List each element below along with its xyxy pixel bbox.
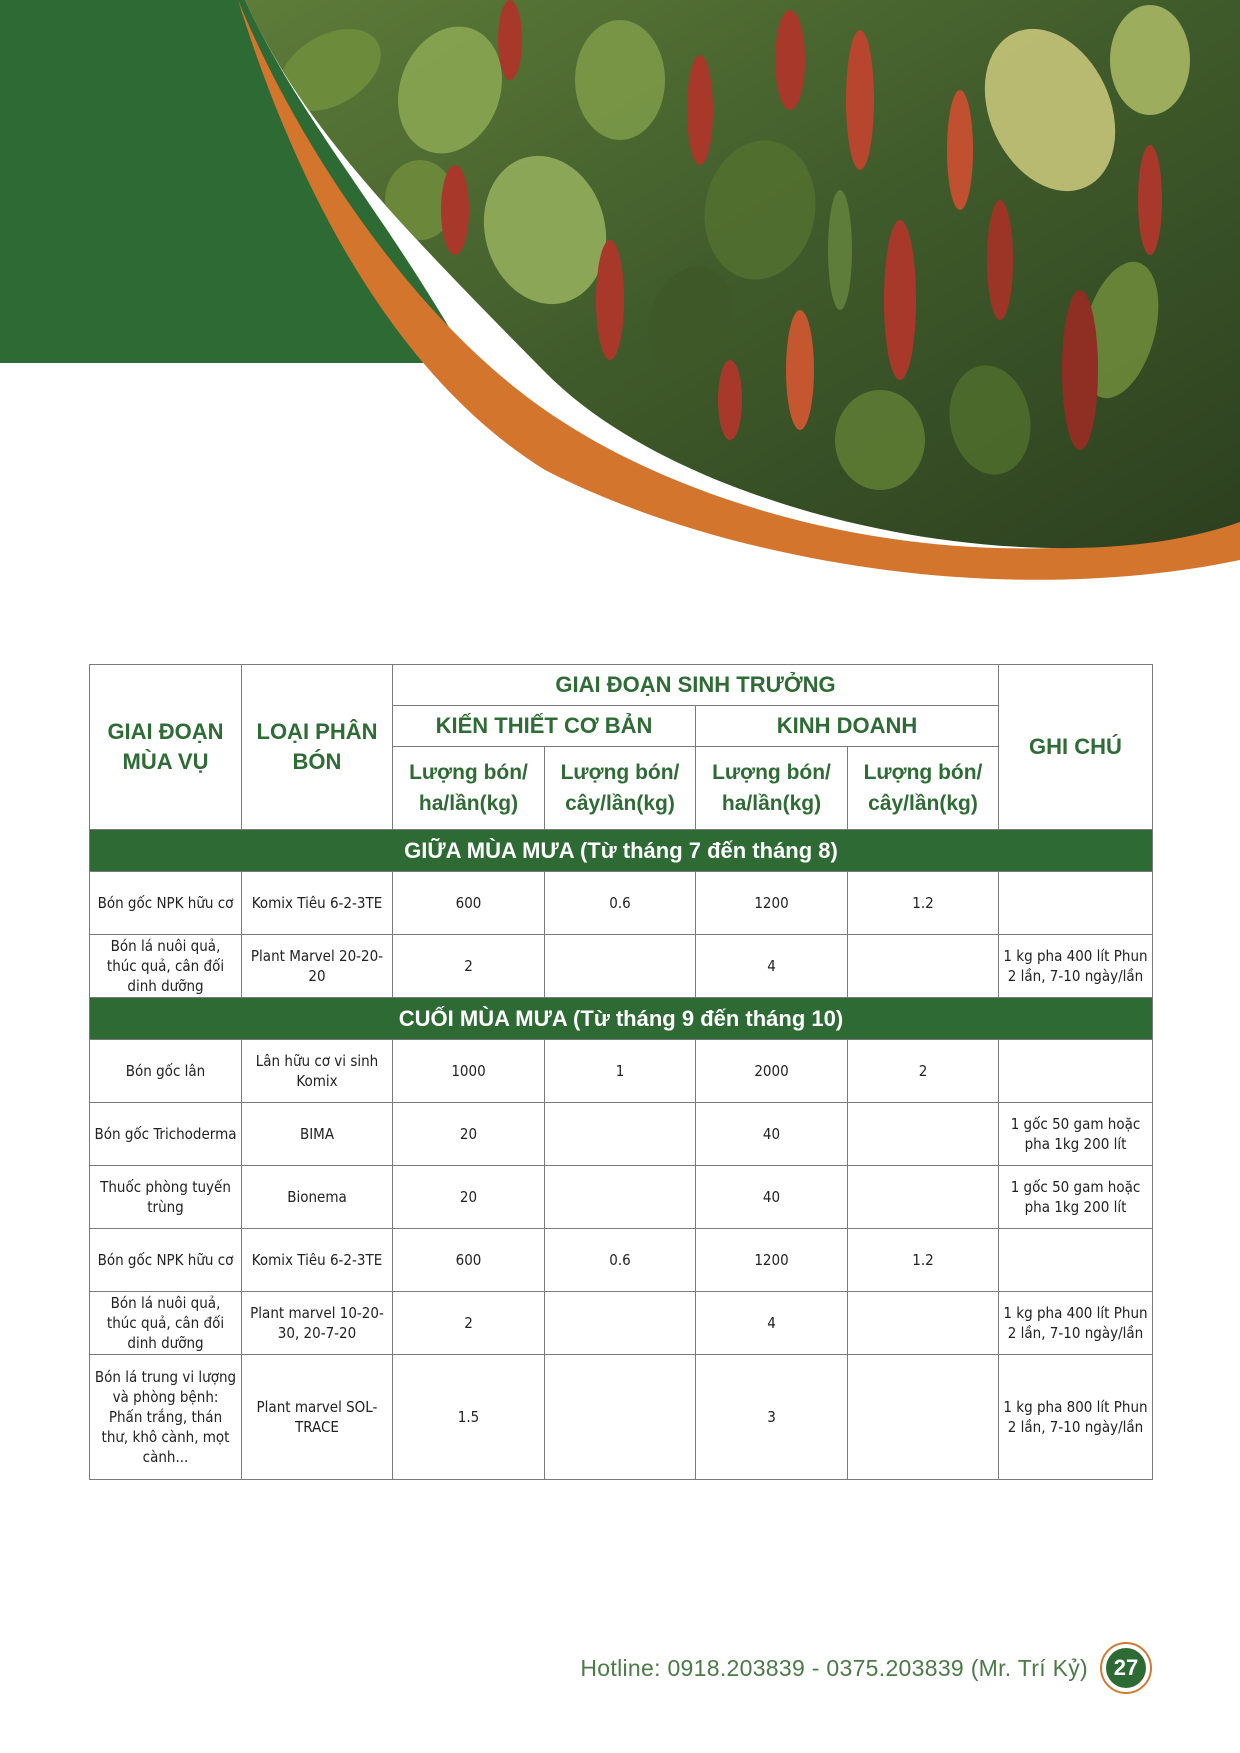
header-business: KINH DOANH [696,706,999,747]
cell-kd-ha: 40 [696,1166,848,1229]
cell-kd-tree [848,1103,999,1166]
cell-kb-ha: 1.5 [393,1355,545,1480]
cell-fertilizer: Plant marvel SOL-TRACE [242,1355,393,1480]
cell-stage: Bón lá trung vi lượng và phòng bệnh: Phấn trắng, thán thư, khô cành, mọt cành... [90,1355,242,1480]
cell-fertilizer: Komix Tiêu 6-2-3TE [242,872,393,935]
cell-fertilizer: Plant marvel 10-20-30, 20-7-20 [242,1292,393,1355]
header-kb-kg-per-tree: Lượng bón/ cây/lần(kg) [545,747,696,830]
fertilizer-schedule-table [89,664,1153,1480]
cell-note [999,872,1153,935]
cell-note: 1 kg pha 400 lít Phun 2 lần, 7-10 ngày/lần [999,1292,1153,1355]
table-row [90,1229,1153,1292]
cell-stage: Bón gốc Trichoderma [90,1103,242,1166]
cell-kd-ha: 4 [696,935,848,998]
cell-stage: Thuốc phòng tuyến trùng [90,1166,242,1229]
cell-kd-tree: 2 [848,1040,999,1103]
section-title: CUỐI MÙA MƯA (Từ tháng 9 đến tháng 10) [90,998,1153,1040]
cell-fertilizer: BIMA [242,1103,393,1166]
cell-stage: Bón gốc NPK hữu cơ [90,872,242,935]
cell-kb-ha: 20 [393,1166,545,1229]
table-body [90,830,1153,1480]
cell-kd-tree: 1.2 [848,1229,999,1292]
cell-kb-ha: 600 [393,1229,545,1292]
table-row [90,1166,1153,1229]
cell-kd-ha: 1200 [696,1229,848,1292]
cell-kb-tree [545,1355,696,1480]
hotline-text: Hotline: 0918.203839 - 0375.203839 (Mr. Trí Kỷ) [580,1654,1088,1681]
cell-kd-tree [848,1355,999,1480]
cell-fertilizer: Bionema [242,1166,393,1229]
cell-kd-tree: 1.2 [848,872,999,935]
cell-kb-ha: 2 [393,935,545,998]
table-row [90,1103,1153,1166]
table-row [90,935,1153,998]
cell-kb-ha: 20 [393,1103,545,1166]
cell-stage: Bón lá nuôi quả, thúc quả, cân đối dinh dưỡng [90,1292,242,1355]
page-number: 27 [1106,1648,1146,1688]
header-kb-kg-per-ha: Lượng bón/ ha/lần(kg) [393,747,545,830]
cell-kd-tree [848,1292,999,1355]
cell-kb-tree [545,1103,696,1166]
table-row [90,1292,1153,1355]
header-growth-stage: GIAI ĐOẠN SINH TRƯỞNG [393,665,999,706]
cell-note: 1 kg pha 400 lít Phun 2 lần, 7-10 ngày/lần [999,935,1153,998]
table-row [90,1355,1153,1480]
footer [580,1642,1152,1694]
cell-kd-ha: 1200 [696,872,848,935]
cell-kd-ha: 3 [696,1355,848,1480]
cell-kb-tree: 0.6 [545,872,696,935]
cell-stage: Bón gốc lân [90,1040,242,1103]
cell-kd-tree [848,935,999,998]
section-header-row [90,830,1153,872]
header-row-1 [90,665,1153,706]
cell-kb-tree [545,1292,696,1355]
header-season-stage: GIAI ĐOẠN MÙA VỤ [90,665,242,830]
section-title: GIỮA MÙA MƯA (Từ tháng 7 đến tháng 8) [90,830,1153,872]
cell-kb-ha: 600 [393,872,545,935]
cell-note: 1 kg pha 800 lít Phun 2 lần, 7-10 ngày/lần [999,1355,1153,1480]
header-kd-kg-per-ha: Lượng bón/ ha/lần(kg) [696,747,848,830]
cell-kb-ha: 2 [393,1292,545,1355]
hero-pepper-photo [0,0,1240,600]
cell-fertilizer: Plant Marvel 20-20-20 [242,935,393,998]
cell-kd-ha: 2000 [696,1040,848,1103]
cell-note [999,1229,1153,1292]
cell-kd-ha: 4 [696,1292,848,1355]
cell-kb-tree: 0.6 [545,1229,696,1292]
header-fertilizer-type: LOẠI PHÂN BÓN [242,665,393,830]
cell-stage: Bón lá nuôi quả, thúc quả, cân đối dinh dưỡng [90,935,242,998]
cell-fertilizer: Lân hữu cơ vi sinh Komix [242,1040,393,1103]
page-number-badge [1100,1642,1152,1694]
cell-stage: Bón gốc NPK hữu cơ [90,1229,242,1292]
cell-kb-tree [545,935,696,998]
table-row [90,1040,1153,1103]
cell-kb-tree: 1 [545,1040,696,1103]
header-notes: GHI CHÚ [999,665,1153,830]
table-row [90,872,1153,935]
cell-note: 1 gốc 50 gam hoặc pha 1kg 200 lít [999,1103,1153,1166]
cell-note [999,1040,1153,1103]
cell-kb-tree [545,1166,696,1229]
header-basic-construction: KIẾN THIẾT CƠ BẢN [393,706,696,747]
cell-kd-tree [848,1166,999,1229]
cell-note: 1 gốc 50 gam hoặc pha 1kg 200 lít [999,1166,1153,1229]
section-header-row [90,998,1153,1040]
cell-kb-ha: 1000 [393,1040,545,1103]
cell-fertilizer: Komix Tiêu 6-2-3TE [242,1229,393,1292]
cell-kd-ha: 40 [696,1103,848,1166]
header-kd-kg-per-tree: Lượng bón/ cây/lần(kg) [848,747,999,830]
